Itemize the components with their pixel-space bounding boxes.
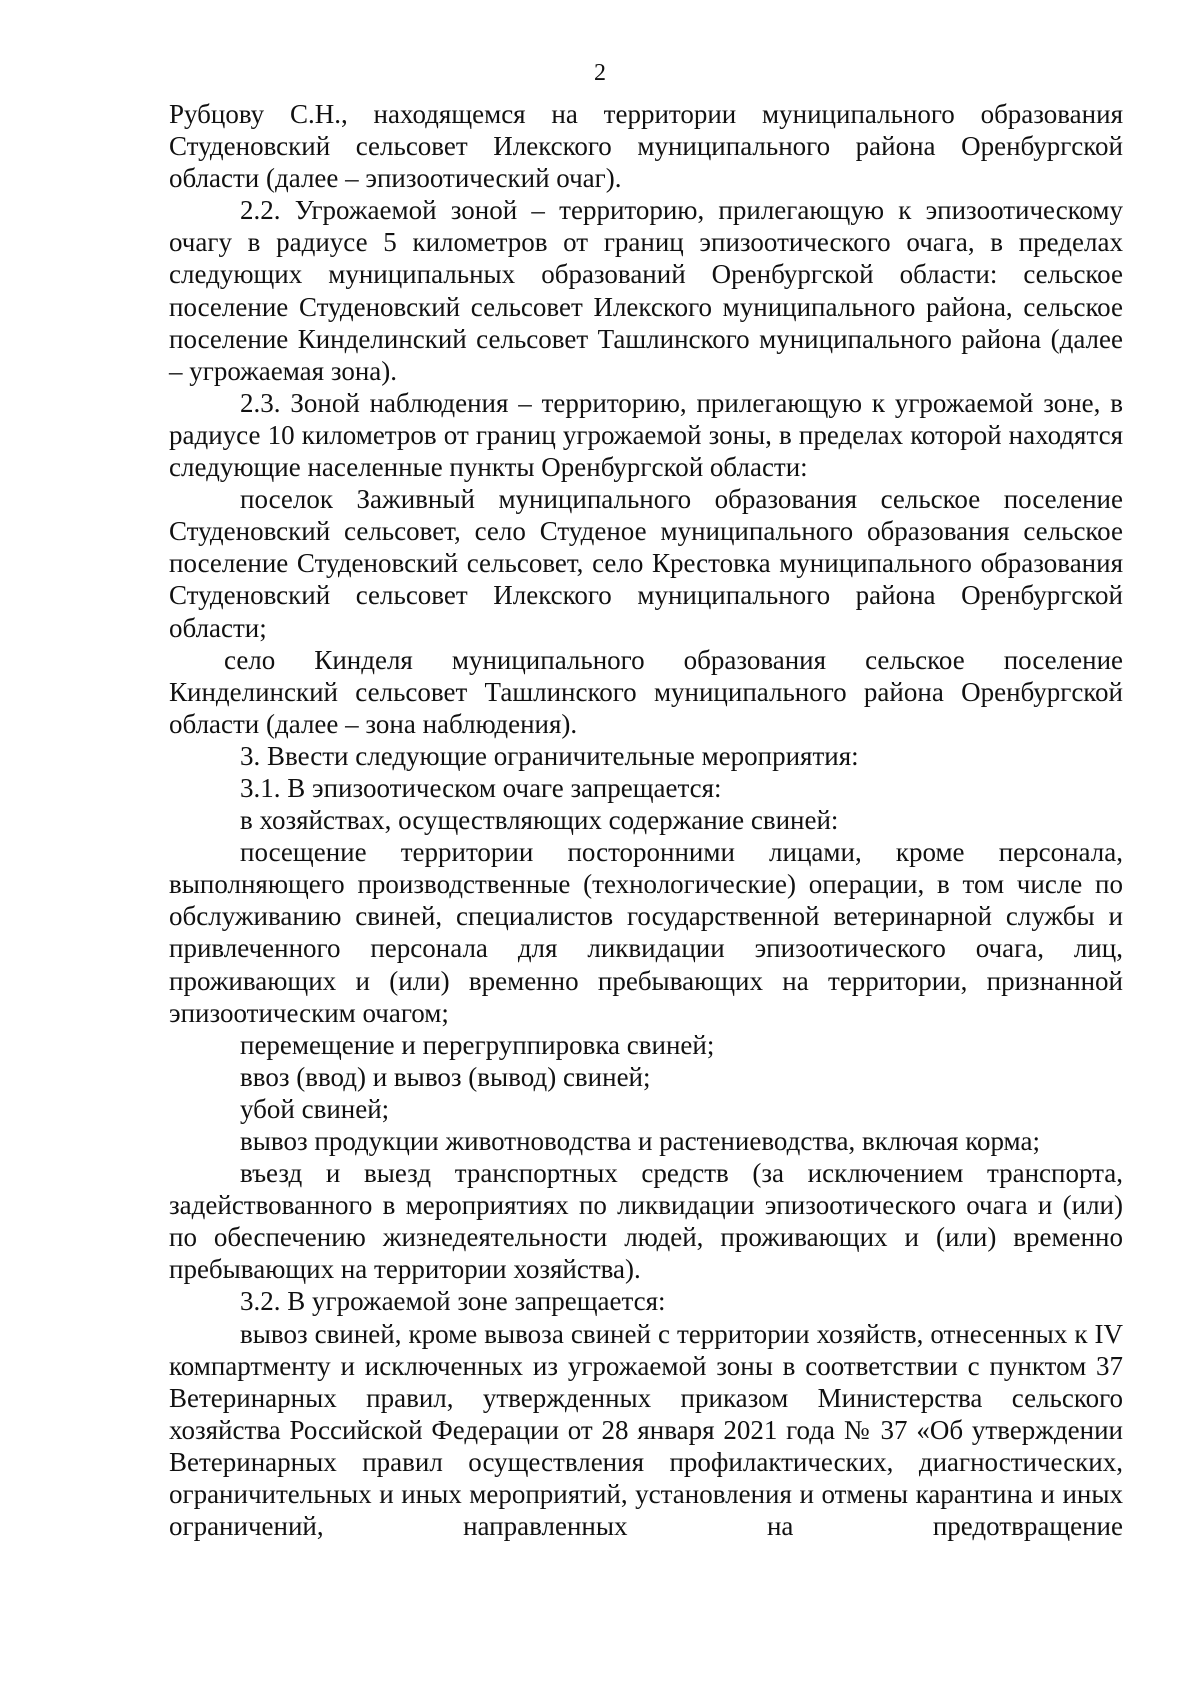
list-item-import-export: ввоз (ввод) и вывоз (вывод) свиней; [240, 1061, 651, 1092]
list-item-products: вывоз продукции животноводства и растениеводства, включая корма; [240, 1126, 1040, 1156]
paragraph-settlements-1: поселок Заживный муниципального образования сельское поселение Студеновский сельсовет, село Студеное муниципального образования сельское поселение Студеновский сельсовет, село Крестовка муниципального образования Студеновский сельсовет Илекского муниципального района Оренбургской области; [169, 484, 1123, 643]
page-number: 2 [594, 60, 606, 86]
paragraph-2-3: 2.3. Зоной наблюдения – территорию, прилегающую к угрожаемой зоне, в радиусе 10 километров от границ угрожаемой зоны, в пределах которой находятся следующие населенные пункты Оренбургской области: [169, 387, 1123, 483]
list-item-visits: посещение территории посторонними лицами, кроме персонала, выполняющего производственные (технологические) операции, в том числе по обслуживанию свиней, специалистов государственной ветеринарной службы и привлеченного персонала для ликвидации эпизоотического очага, лиц, проживающих и (или) временно пребывающих на территории, признанной эпизоотическим очагом; [169, 837, 1123, 1028]
paragraph-3-1: 3.1. В эпизоотическом очаге запрещается: [240, 772, 722, 803]
paragraph-3: 3. Ввести следующие ограничительные мероприятия: [240, 740, 859, 771]
paragraph-farms: в хозяйствах, осуществляющих содержание свиней: [240, 805, 839, 836]
paragraph-continuation: Рубцову С.Н., находящемся на территории муниципального образования Студеновский сельсовет Илекского муниципального района Оренбургской области (далее – эпизоотический очаг). [169, 99, 1123, 194]
paragraph-pig-export: вывоз свиней, кроме вывоза свиней с территории хозяйств, отнесенных к IV компартменту и исключенных из угрожаемой зоны в соответствии с пунктом 37 Ветеринарных правил, утвержденных приказом Министерства сельского хозяйства Российской Федерации от 28 января 2021 года № 37 «Об утверждении Ветеринарных правил осуществления профилактических, диагностических, ограничительных и иных мероприятий, установления и отмены карантина и иных ограничений, направленных на предотвращение [169, 1318, 1123, 1542]
list-item-slaughter: убой свиней; [240, 1093, 390, 1124]
paragraph-2-2: 2.2. Угрожаемой зоной – территорию, прилегающую к эпизоотическому очагу в радиусе 5 километров от границ эпизоотического очага, в пределах следующих муниципальных образований Оренбургской области: сельское поселение Студеновский сельсовет Илекского муниципального района, сельское поселение Кинделинский сельсовет Ташлинского муниципального района (далее – угрожаемая зона). [169, 195, 1123, 386]
paragraph-settlements-2: село Кинделя муниципального образования сельское поселение Кинделинский сельсовет Ташлинского муниципального района Оренбургской области (далее – зона наблюдения). [169, 644, 1123, 739]
document-body [169, 98, 1123, 1542]
list-item-vehicles: въезд и выезд транспортных средств (за исключением транспорта, задействованного в мероприятиях по ликвидации эпизоотического очага и (или) по обеспечению жизнедеятельности людей, проживающих и (или) временно пребывающих на территории хозяйства). [169, 1158, 1123, 1285]
paragraph-3-2: 3.2. В угрожаемой зоне запрещается: [240, 1286, 666, 1317]
list-item-movement: перемещение и перегруппировка свиней; [240, 1029, 715, 1060]
